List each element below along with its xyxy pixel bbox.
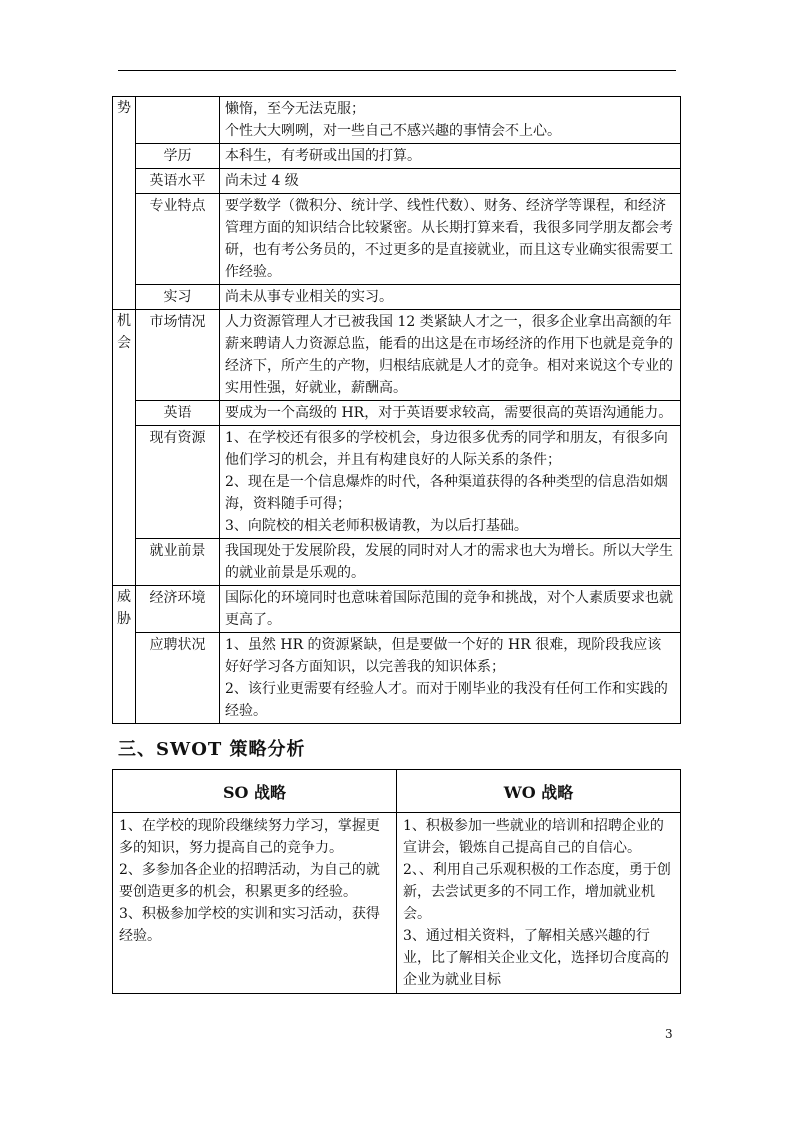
row-label: 学历 (136, 144, 220, 169)
strategy-item: 1、在学校的现阶段继续努力学习，掌握更多的知识，努力提高自己的竞争力。 (119, 818, 380, 856)
row-content (220, 97, 681, 144)
row-content (220, 144, 681, 169)
row-content (220, 285, 681, 310)
content-line: 1、虽然 HR 的资源紧缺，但是要做一个好的 HR 很难，现阶段我应该好好学习各方面知识，以完善我的知识体系； (225, 637, 662, 675)
swot-analysis-table (112, 96, 681, 724)
wo-strategy-cell (397, 813, 681, 994)
row-label: 经济环境 (136, 586, 220, 633)
table-row (113, 310, 681, 401)
row-content (220, 169, 681, 194)
content-line: 3、向院校的相关老师积极请教，为以后打基础。 (225, 518, 528, 534)
row-content (220, 539, 681, 586)
row-label: 专业特点 (136, 194, 220, 285)
content-line: 要学数学（微积分、统计学、线性代数）、财务、经济学等课程，和经济管理方面的知识结合比较紧密。从长期打算来看，我很多同学朋友都会考研，也有考公务员的，不过更多的是直接就业，而且这专业确实很需要工作经验。 (225, 198, 673, 280)
content-line: 个性大大咧咧，对一些自己不感兴趣的事情会不上心。 (225, 123, 561, 139)
strategy-item: 1、积极参加一些就业的培训和招聘企业的宣讲会，锻炼自己提高自己的自信心。 (403, 818, 664, 856)
table-row (113, 169, 681, 194)
table-row (113, 285, 681, 310)
strategy-table (112, 769, 681, 994)
table-row (113, 813, 681, 994)
category-cell-weakness: 势 (113, 97, 136, 310)
table-row (113, 401, 681, 426)
content-line: 我国现处于发展阶段，发展的同时对人才的需求也大为增长。所以大学生的就业前景是乐观的。 (225, 543, 673, 581)
page-number: 3 (665, 1027, 673, 1041)
row-label: 英语水平 (136, 169, 220, 194)
content-line: 1、在学校还有很多的学校机会，身边很多优秀的同学和朋友，有很多向他们学习的机会，并且有构建良好的人际关系的条件； (225, 430, 668, 468)
table-row (113, 144, 681, 169)
category-cell-opportunities: 机会 (113, 310, 136, 586)
row-content (220, 586, 681, 633)
row-label: 就业前景 (136, 539, 220, 586)
strategy-item: 2、多参加各企业的招聘活动，为自己的就要创造更多的机会，积累更多的经验。 (119, 862, 380, 900)
row-content (220, 310, 681, 401)
header-rule (118, 70, 676, 71)
table-row (113, 539, 681, 586)
table-header-row (113, 770, 681, 813)
row-content (220, 633, 681, 724)
category-cell-threats: 威胁 (113, 586, 136, 724)
content-line: 2、该行业更需要有经验人才。而对于刚毕业的我没有任何工作和实践的经验。 (225, 681, 668, 719)
content-line: 尚未过 4 级 (225, 173, 299, 189)
content-line: 2、现在是一个信息爆炸的时代，各种渠道获得的各种类型的信息浩如烟海，资料随手可得； (225, 474, 668, 512)
content-line: 尚未从事专业相关的实习。 (225, 289, 393, 305)
row-content (220, 401, 681, 426)
content-line: 本科生，有考研或出国的打算。 (225, 148, 421, 164)
row-label: 现有资源 (136, 426, 220, 539)
so-strategy-header: SO 战略 (113, 770, 397, 813)
table-row (113, 194, 681, 285)
row-label (136, 97, 220, 144)
table-row (113, 97, 681, 144)
section-title: 三、SWOT 策略分析 (118, 739, 306, 760)
row-content (220, 426, 681, 539)
content-line: 人力资源管理人才已被我国 12 类紧缺人才之一，很多企业拿出高额的年薪来聘请人力资源总监，能看的出这是在市场经济的作用下也就是竞争的经济下，所产生的产物，归根结底就是人才的竞争。相对来说这个专业的实用性强，好就业，薪酬高。 (225, 314, 673, 396)
so-strategy-cell (113, 813, 397, 994)
strategy-item: 2、、利用自己乐观积极的工作态度，勇于创新，去尝试更多的不同工作，增加就业机会。 (403, 862, 671, 922)
table-row (113, 633, 681, 724)
row-label: 实习 (136, 285, 220, 310)
content-line: 懒惰，至今无法克服； (225, 101, 365, 117)
row-label: 应聘状况 (136, 633, 220, 724)
strategy-item: 3、积极参加学校的实训和实习活动，获得经验。 (119, 906, 380, 944)
table-row (113, 586, 681, 633)
row-label: 市场情况 (136, 310, 220, 401)
row-content (220, 194, 681, 285)
table-row (113, 426, 681, 539)
content-line: 要成为一个高级的 HR，对于英语要求较高，需要很高的英语沟通能力。 (225, 405, 673, 421)
strategy-item: 3、通过相关资料，了解相关感兴趣的行业，比了解相关企业文化，选择切合度高的企业为就业目标 (403, 928, 669, 988)
row-label: 英语 (136, 401, 220, 426)
content-line: 国际化的环境同时也意味着国际范围的竞争和挑战，对个人素质要求也就更高了。 (225, 590, 673, 628)
wo-strategy-header: WO 战略 (397, 770, 681, 813)
